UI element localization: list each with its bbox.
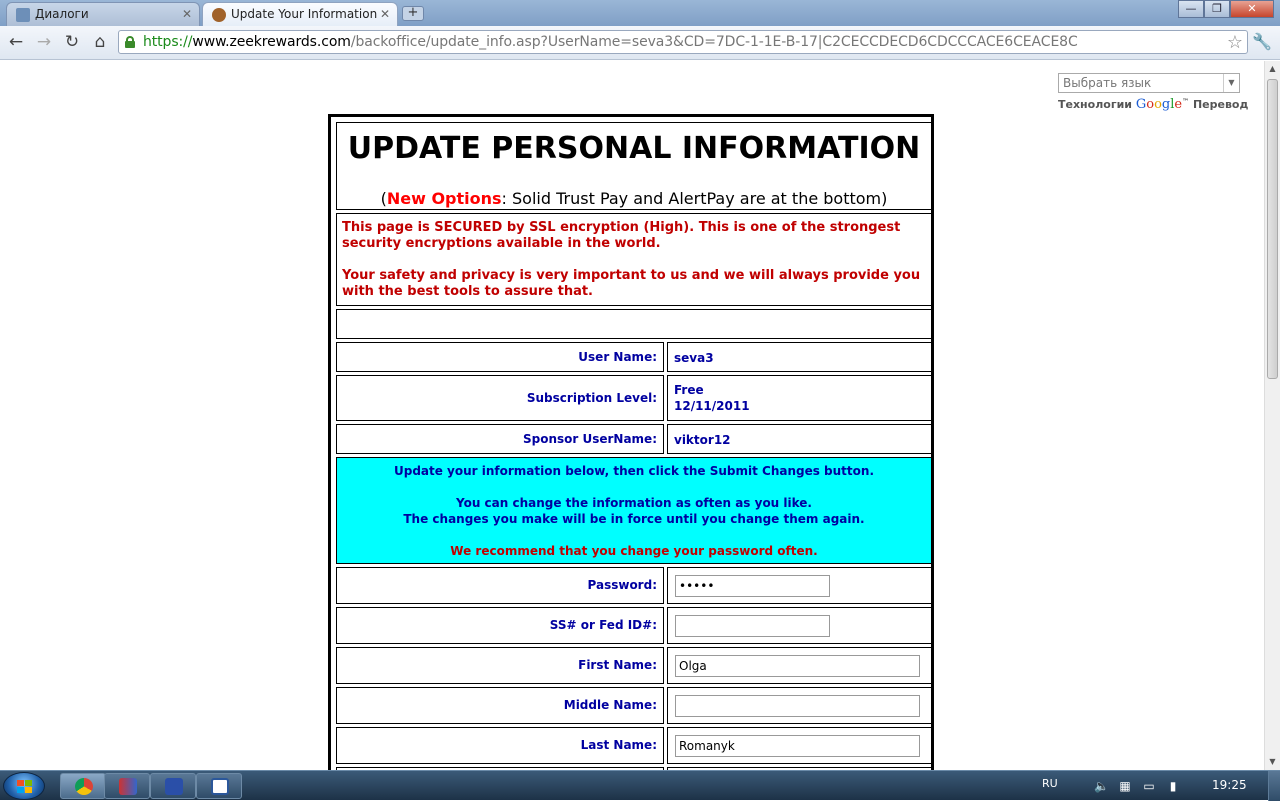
power-icon[interactable]: ▮ bbox=[1169, 779, 1177, 793]
start-button[interactable] bbox=[3, 772, 45, 800]
subscription-level-value bbox=[667, 375, 932, 421]
zeek-favicon-icon bbox=[212, 8, 226, 22]
instruction-line: The changes you make will be in force until you change them again. bbox=[403, 512, 865, 526]
ssl-notice-line: This page is SECURED by SSL encryption (High). This is one of the strongest security encryptions available in the world. bbox=[342, 220, 901, 251]
password-input[interactable] bbox=[675, 575, 830, 597]
address-bar[interactable] bbox=[118, 30, 1248, 54]
page-viewport bbox=[0, 61, 1280, 770]
subscription-level: Free bbox=[674, 383, 704, 397]
close-window-icon[interactable]: ✕ bbox=[1230, 0, 1274, 18]
subscription-date: 12/11/2011 bbox=[674, 399, 750, 413]
last-name-label: Last Name: bbox=[336, 727, 664, 764]
last-name-input[interactable] bbox=[675, 735, 920, 757]
url-text: https://www.zeekrewards.com/backoffice/update_info.asp?UserName=seva3&CD=7DC-1-1E-B-17|C2CECCDECD6CDCCCACE6CEACE8C bbox=[143, 34, 1078, 50]
tab-title: Update Your Information bbox=[231, 7, 378, 21]
taskbar-app[interactable] bbox=[104, 773, 150, 799]
form-header bbox=[336, 122, 932, 210]
sponsor-username-label: Sponsor UserName: bbox=[336, 424, 664, 454]
page-scrollbar[interactable] bbox=[1264, 61, 1280, 770]
show-desktop-button[interactable] bbox=[1268, 771, 1280, 801]
windows-logo-icon bbox=[17, 780, 33, 794]
middle-name-label: Middle Name: bbox=[336, 687, 664, 724]
volume-icon[interactable]: 🔈 bbox=[1094, 779, 1109, 793]
back-arrow-icon[interactable]: ← bbox=[8, 32, 24, 52]
first-name-cell bbox=[667, 647, 932, 684]
dialogs-favicon-icon bbox=[16, 8, 30, 22]
privacy-notice-line: Your safety and privacy is very important to us and we will always provide you with the best tools to assure that. bbox=[342, 268, 921, 299]
taskbar-clock[interactable]: 19:25 bbox=[1212, 778, 1247, 792]
close-tab-icon[interactable]: ✕ bbox=[379, 7, 390, 21]
chevron-down-icon: ▼ bbox=[1223, 74, 1239, 92]
tab-update-info[interactable] bbox=[202, 2, 398, 26]
home-icon[interactable]: ⌂ bbox=[94, 32, 106, 52]
browser-toolbar bbox=[0, 26, 1280, 60]
google-translate-widget bbox=[1058, 73, 1249, 112]
instruction-line: You can change the information as often as you like. bbox=[455, 496, 812, 510]
first-name-label: First Name: bbox=[336, 647, 664, 684]
wrench-menu-icon[interactable]: 🔧 bbox=[1252, 32, 1272, 51]
empty-row bbox=[336, 309, 932, 339]
floppy-icon bbox=[165, 778, 183, 795]
first-name-input[interactable] bbox=[675, 655, 920, 677]
middle-name-cell bbox=[667, 687, 932, 724]
page-subtitle: (New Options: Solid Trust Pay and AlertPay are at the bottom) bbox=[380, 189, 888, 208]
ssn-cell bbox=[667, 607, 932, 644]
display-icon[interactable]: ▭ bbox=[1143, 779, 1155, 793]
tab-dialogs[interactable] bbox=[6, 2, 200, 26]
scroll-up-icon[interactable]: ▲ bbox=[1269, 64, 1276, 73]
reload-icon[interactable]: ↻ bbox=[64, 32, 80, 52]
ssl-notice bbox=[336, 213, 932, 306]
bookmark-star-icon[interactable]: ☆ bbox=[1226, 32, 1243, 53]
new-tab-button[interactable]: + bbox=[402, 6, 424, 21]
windows-taskbar bbox=[0, 770, 1280, 800]
language-select[interactable]: Выбрать язык ▼ bbox=[1058, 73, 1240, 93]
scroll-thumb[interactable] bbox=[1267, 79, 1278, 379]
word-icon bbox=[211, 778, 229, 795]
tab-strip bbox=[0, 0, 1280, 26]
input-language[interactable]: RU bbox=[1042, 777, 1058, 790]
sponsor-username-value: viktor12 bbox=[667, 424, 932, 454]
minimize-icon[interactable]: — bbox=[1178, 0, 1204, 18]
app-icon bbox=[119, 778, 137, 795]
tab-title: Диалоги bbox=[35, 7, 89, 21]
close-tab-icon[interactable]: ✕ bbox=[181, 7, 192, 21]
user-name-label: User Name: bbox=[336, 342, 664, 372]
subscription-level-label: Subscription Level: bbox=[336, 375, 664, 421]
taskbar-save-app[interactable] bbox=[150, 773, 196, 799]
password-recommendation: We recommend that you change your password often. bbox=[450, 544, 818, 558]
instruction-line: Update your information below, then click the Submit Changes button. bbox=[393, 464, 875, 478]
chrome-icon bbox=[75, 778, 93, 795]
taskbar-chrome[interactable] bbox=[60, 773, 106, 799]
update-info-form bbox=[328, 114, 934, 770]
network-icon[interactable]: ▦ bbox=[1119, 779, 1131, 793]
restore-icon[interactable]: ❐ bbox=[1204, 0, 1230, 18]
middle-name-input[interactable] bbox=[675, 695, 920, 717]
password-cell bbox=[667, 567, 932, 604]
window-controls bbox=[1178, 0, 1274, 18]
ssn-input[interactable] bbox=[675, 615, 830, 637]
last-name-cell bbox=[667, 727, 932, 764]
powered-by-google-translate: Технологии Google™ Перевод bbox=[1058, 97, 1249, 112]
taskbar-word[interactable] bbox=[196, 773, 242, 799]
user-name-value: seva3 bbox=[667, 342, 932, 372]
page-title: UPDATE PERSONAL INFORMATION bbox=[347, 131, 921, 166]
google-logo: Google bbox=[1135, 97, 1183, 112]
update-instructions bbox=[336, 457, 932, 564]
password-label: Password: bbox=[336, 567, 664, 604]
ssn-label: SS# or Fed ID#: bbox=[336, 607, 664, 644]
lock-icon bbox=[125, 36, 135, 48]
forward-arrow-icon[interactable]: → bbox=[36, 32, 52, 52]
scroll-down-icon[interactable]: ▼ bbox=[1269, 757, 1276, 766]
